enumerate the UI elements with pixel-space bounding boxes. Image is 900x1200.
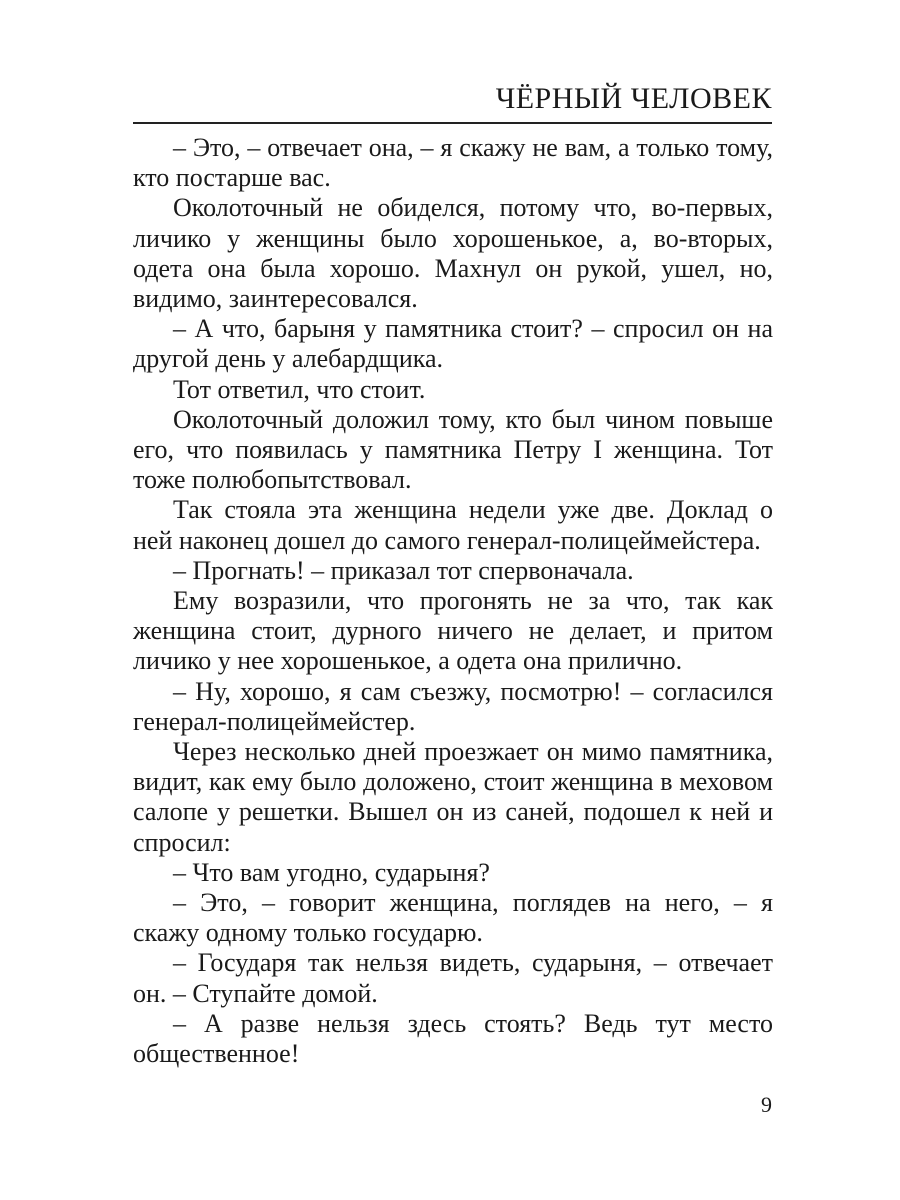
page-number: 9 (761, 1092, 772, 1117)
paragraph-6: Так стояла эта женщина недели уже две. Доклад о ней наконец дошел до самого генерал-полицеймейстера. (133, 495, 773, 555)
paragraph-9: – Ну, хорошо, я сам съезжу, посмотрю! – согласился генерал-полицеймейстер. (133, 676, 773, 736)
body-text (133, 133, 773, 1069)
paragraph-1: – Это, – отвечает она, – я скажу не вам, а только тому, кто постарше вас. (133, 133, 773, 193)
paragraph-14: – А разве нельзя здесь стоять? Ведь тут место общественное! (133, 1008, 773, 1069)
paragraph-3: – А что, барыня у памятника стоит? – спросил он на другой день у алебардщика. (133, 314, 773, 374)
paragraph-4: Тот ответил, что стоит. (173, 374, 426, 404)
paragraph-10: Через несколько дней проезжает он мимо памятника, видит, как ему было доложено, стоит женщина в меховом салопе у решетки. Вышел он из саней, подошел к ней и спросил: (133, 737, 773, 857)
paragraph-2: Околоточный не обиделся, потому что, во-первых, личико у женщины было хорошенькое, а, во-вторых, одета она была хорошо. Махнул он рукой, ушел, но, видимо, заинтересовался. (133, 193, 773, 314)
paragraph-7: – Прогнать! – приказал тот спервоначала. (173, 555, 634, 585)
paragraph-13: – Государя так нельзя видеть, сударыня, – отвечает он. – Ступайте домой. (133, 948, 773, 1008)
paragraph-8: Ему возразили, что прогонять не за что, так как женщина стоит, дурного ничего не делает, и притом личико у нее хорошенькое, а одета она прилично. (133, 586, 773, 676)
paragraph-11: – Что вам угодно, сударыня? (173, 857, 490, 887)
running-title: ЧЁРНЫЙ ЧЕЛОВЕК (495, 82, 772, 115)
running-header (133, 78, 772, 124)
paragraph-5: Околоточный доложил тому, кто был чином повыше его, что появилась у памятника Петру I женщина. Тот тоже полюбопытствовал. (133, 404, 773, 495)
paragraph-12: – Это, – говорит женщина, поглядев на него, – я скажу одному только государю. (133, 888, 773, 948)
